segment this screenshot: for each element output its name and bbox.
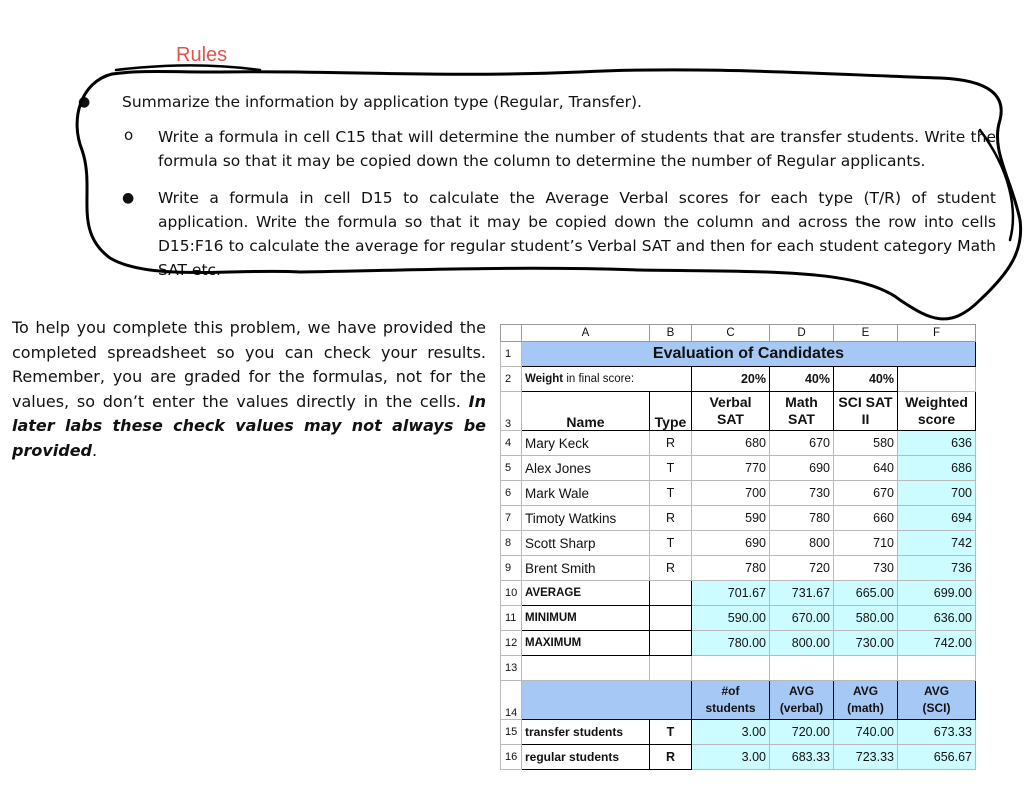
weight-label: [522, 367, 692, 392]
header-math: [770, 392, 834, 431]
student-type: R: [650, 556, 692, 581]
row-number: 3: [501, 392, 522, 431]
student-name: Mary Keck: [522, 431, 650, 456]
empty-cell: [650, 631, 692, 656]
row-number: 15: [501, 720, 522, 745]
row-number: 4: [501, 431, 522, 456]
student-score: 694: [898, 506, 976, 531]
column-header: A: [522, 325, 650, 342]
header-weighted: [898, 392, 976, 431]
header-name: Name: [522, 392, 650, 431]
rules-heading: Rules: [176, 44, 228, 66]
student-sci: 710: [834, 531, 898, 556]
student-math: 800: [770, 531, 834, 556]
summary-label: transfer students: [522, 720, 650, 745]
student-verbal: 700: [692, 481, 770, 506]
summary-header-avg-math: [834, 681, 898, 720]
column-header: B: [650, 325, 692, 342]
stat-sci: 730.00: [834, 631, 898, 656]
row-number: 12: [501, 631, 522, 656]
stats-row: [501, 631, 976, 656]
summary-type: R: [650, 745, 692, 770]
header-sci-line1: SCI SAT: [838, 394, 893, 410]
stat-verbal: 590.00: [692, 606, 770, 631]
header-verbal-line1: Verbal: [709, 394, 752, 410]
student-type: T: [650, 531, 692, 556]
empty-cell: [898, 367, 976, 392]
instruction-count-formula: Write a formula in cell C15 that will determine the number of students that are transfer students. Write the formula so that it may be copied down the column to determine the number of Regular applicants.: [158, 128, 996, 170]
stat-label: MINIMUM: [522, 606, 650, 631]
header-verbal: [692, 392, 770, 431]
student-sci: 640: [834, 456, 898, 481]
stat-score: 699.00: [898, 581, 976, 606]
student-verbal: 590: [692, 506, 770, 531]
summary-math-line2: (math): [847, 701, 884, 715]
row-number: 5: [501, 456, 522, 481]
summary-verbal-line1: AVG: [788, 684, 815, 698]
stats-row: [501, 581, 976, 606]
summary-header-avg-sci: [898, 681, 976, 720]
student-type: T: [650, 481, 692, 506]
instruction-average-formula: Write a formula in cell D15 to calculate the Average Verbal scores for each type (T/R) of student application. Write the formula so that it may be copied down the column and across the row into cells D15:F16 to calculate the average for regular student’s Verbal SAT and then for each student category Math SAT etc.: [158, 189, 996, 279]
summary-verbal: 720.00: [770, 720, 834, 745]
note-text: To help you complete this problem, we have provided the completed spreadsheet so you can check your results. Remember, you are graded for the formulas, not for the values, so don’t enter the values directly in the cells.: [12, 318, 486, 411]
row-number: 2: [501, 367, 522, 392]
student-sci: 670: [834, 481, 898, 506]
header-sci-line2: II: [861, 411, 870, 427]
weight-row: [501, 367, 976, 392]
row-number: 9: [501, 556, 522, 581]
column-header-row: [501, 325, 976, 342]
student-score: 686: [898, 456, 976, 481]
note-paragraph: To help you complete this problem, we have provided the completed spreadsheet so you can check your results. Remember, you are graded for the formulas, not for the values, so don’t enter the values directly in the cells. In later labs these check values may not always be provided.: [12, 318, 486, 460]
row-number: 14: [501, 681, 522, 720]
summary-sci: 656.67: [898, 745, 976, 770]
summary-header-row: [501, 681, 976, 720]
empty-cell: [650, 581, 692, 606]
empty-cell: [650, 606, 692, 631]
bullet-dot-icon: ●: [78, 94, 91, 110]
summary-sci-line1: AVG: [923, 684, 950, 698]
student-type: R: [650, 431, 692, 456]
stat-label: AVERAGE: [522, 581, 650, 606]
header-weighted-line2: score: [917, 411, 956, 427]
header-sci: [834, 392, 898, 431]
weight-label-rest: in final score:: [563, 373, 635, 385]
student-name: Timoty Watkins: [522, 506, 650, 531]
table-row: [501, 481, 976, 506]
stat-label: MAXIMUM: [522, 631, 650, 656]
stat-verbal: 701.67: [692, 581, 770, 606]
summary-math: 723.33: [834, 745, 898, 770]
student-name: Alex Jones: [522, 456, 650, 481]
summary-label: regular students: [522, 745, 650, 770]
student-name: Brent Smith: [522, 556, 650, 581]
table-row: [501, 456, 976, 481]
summary-count-line1: #of: [721, 684, 740, 698]
student-name: Mark Wale: [522, 481, 650, 506]
student-verbal: 690: [692, 531, 770, 556]
column-header: D: [770, 325, 834, 342]
student-sci: 730: [834, 556, 898, 581]
student-math: 730: [770, 481, 834, 506]
weight-math: 40%: [770, 367, 834, 392]
summary-math: 740.00: [834, 720, 898, 745]
student-sci: 580: [834, 431, 898, 456]
sheet-title: Evaluation of Candidates: [522, 342, 976, 367]
stat-math: 670.00: [770, 606, 834, 631]
stat-score: 742.00: [898, 631, 976, 656]
stat-score: 636.00: [898, 606, 976, 631]
row-number: 10: [501, 581, 522, 606]
stat-math: 731.67: [770, 581, 834, 606]
summary-verbal: 683.33: [770, 745, 834, 770]
row-number: 16: [501, 745, 522, 770]
stat-math: 800.00: [770, 631, 834, 656]
table-row: [501, 531, 976, 556]
empty-row: [501, 656, 976, 681]
row-number: 7: [501, 506, 522, 531]
student-math: 690: [770, 456, 834, 481]
header-math-line1: Math: [785, 394, 818, 410]
summary-count-line2: students: [705, 701, 756, 715]
header-type: Type: [650, 392, 692, 431]
header-math-line2: SAT: [788, 411, 815, 427]
header-verbal-line2: SAT: [717, 411, 744, 427]
row-number: 11: [501, 606, 522, 631]
weight-label-bold: Weight: [525, 373, 564, 385]
student-type: R: [650, 506, 692, 531]
corner-cell: [501, 325, 522, 342]
summary-sci: 673.33: [898, 720, 976, 745]
student-verbal: 780: [692, 556, 770, 581]
header-weighted-line1: Weighted: [905, 394, 968, 410]
summary-header-count: [692, 681, 770, 720]
summary-header-blank: [522, 681, 692, 720]
hollow-bullet-icon: o: [124, 126, 134, 144]
student-math: 780: [770, 506, 834, 531]
bullet-dot-icon: ●: [122, 190, 135, 206]
table-row: [501, 556, 976, 581]
student-verbal: 680: [692, 431, 770, 456]
summary-count: 3.00: [692, 745, 770, 770]
summary-verbal-line2: (verbal): [779, 701, 824, 715]
stat-sci: 665.00: [834, 581, 898, 606]
weight-verbal: 20%: [692, 367, 770, 392]
row-number: 13: [501, 656, 522, 681]
column-header: E: [834, 325, 898, 342]
student-score: 636: [898, 431, 976, 456]
table-row: [501, 431, 976, 456]
summary-sci-line2: (SCI): [922, 701, 951, 715]
column-header: F: [898, 325, 976, 342]
title-row: [501, 342, 976, 367]
stats-row: [501, 606, 976, 631]
row-number: 1: [501, 342, 522, 367]
student-score: 742: [898, 531, 976, 556]
evaluation-spreadsheet: [500, 324, 976, 770]
student-score: 700: [898, 481, 976, 506]
header-row: [501, 392, 976, 431]
summary-math-line1: AVG: [852, 684, 879, 698]
weight-sci: 40%: [834, 367, 898, 392]
summary-count: 3.00: [692, 720, 770, 745]
summary-type: T: [650, 720, 692, 745]
student-math: 670: [770, 431, 834, 456]
student-sci: 660: [834, 506, 898, 531]
row-number: 6: [501, 481, 522, 506]
summary-row: [501, 745, 976, 770]
note-emphasis: In later labs these check values may not always be provided: [12, 391, 486, 460]
summary-instruction: Summarize the information by application type (Regular, Transfer).: [122, 93, 642, 111]
student-name: Scott Sharp: [522, 531, 650, 556]
student-verbal: 770: [692, 456, 770, 481]
column-header: C: [692, 325, 770, 342]
summary-row: [501, 720, 976, 745]
table-row: [501, 506, 976, 531]
summary-header-avg-verbal: [770, 681, 834, 720]
student-type: T: [650, 456, 692, 481]
student-score: 736: [898, 556, 976, 581]
stat-sci: 580.00: [834, 606, 898, 631]
student-math: 720: [770, 556, 834, 581]
row-number: 8: [501, 531, 522, 556]
stat-verbal: 780.00: [692, 631, 770, 656]
